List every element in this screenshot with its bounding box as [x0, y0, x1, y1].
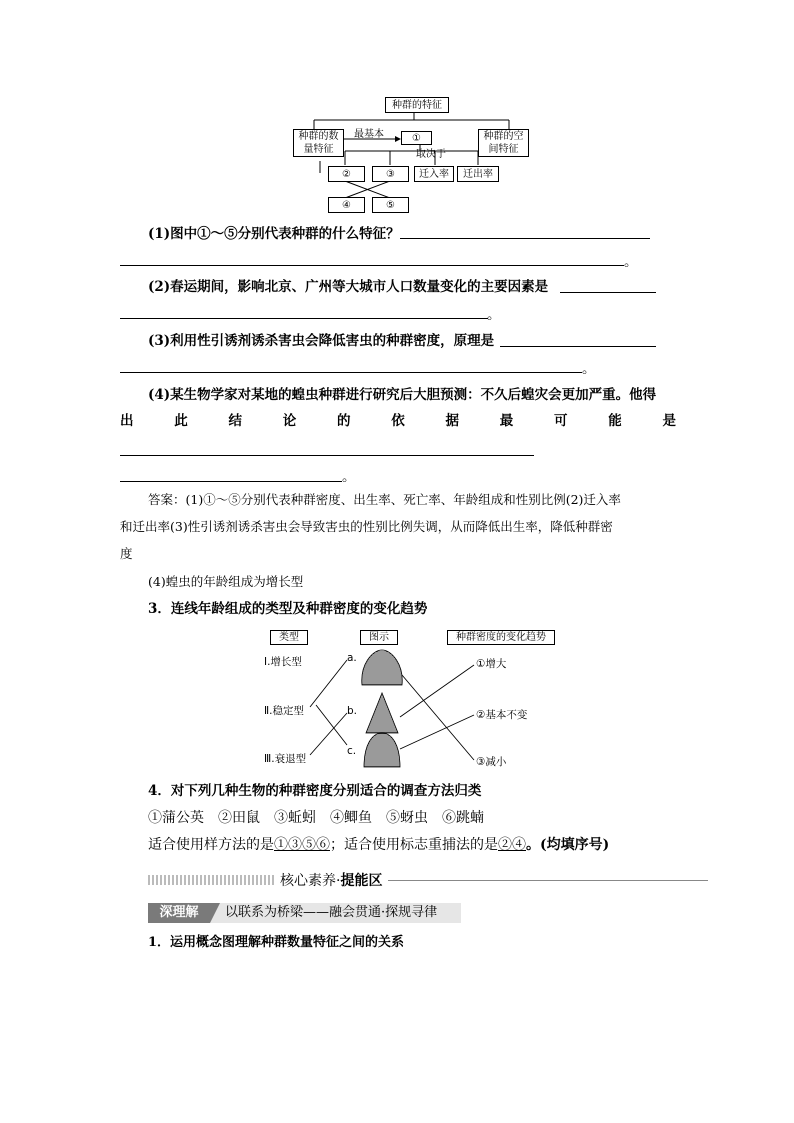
header-type: 类型 — [270, 630, 308, 645]
type-stable: Ⅱ.稳定型 — [264, 705, 305, 717]
section-1-title: 1．运用概念图理解种群数量特征之间的关系 — [148, 935, 405, 950]
answer-line-2: 和迁出率(3)性引诱剂诱杀害虫会导致害虫的性别比例失调，从而降低出生率，降低种群密 — [120, 519, 613, 534]
node-population-features: 种群的特征 — [385, 97, 449, 113]
banner-title — [280, 871, 382, 891]
period: 。 — [487, 307, 501, 323]
char: 能 — [608, 413, 622, 429]
answer-quadrat: ①③⑤⑥ — [274, 837, 330, 853]
node-quantity-features: 种群的数量特征 — [293, 129, 344, 157]
fig-label-b: b. — [347, 705, 358, 717]
char: 出 — [120, 413, 134, 429]
trend-decrease: ③减小 — [476, 756, 507, 768]
answer-blank — [120, 372, 582, 373]
char: 可 — [554, 413, 568, 429]
question-2: (2)春运期间，影响北京、广州等大城市人口数量变化的主要因素是 — [148, 279, 549, 295]
node-4: ④ — [328, 197, 365, 213]
period: 。 — [342, 469, 356, 485]
char: 是 — [662, 413, 676, 429]
answer-blank — [120, 455, 534, 456]
answer-blank — [400, 238, 650, 239]
node-5: ⑤ — [372, 197, 409, 213]
banner-title-text: 核心素养· — [280, 873, 341, 889]
edge-label-basic: 最基本 — [354, 129, 384, 140]
answer-line-3: 度 — [120, 546, 133, 561]
answer-blank — [500, 346, 656, 347]
node-spatial-features: 种群的空间特征 — [478, 129, 529, 157]
char: 结 — [228, 413, 242, 429]
answer-mark-recapture: ②④ — [498, 837, 526, 853]
char: 最 — [499, 413, 514, 429]
question-3: (3)利用性引诱剂诱杀害虫会降低害虫的种群密度，原理是 — [148, 333, 495, 349]
fig-label-a: a. — [347, 652, 357, 664]
organism-list: ①蒲公英 ②田鼠 ③蚯蚓 ④鲫鱼 ⑤蚜虫 ⑥跳蝻 — [148, 810, 484, 826]
subheader-tag: 深理解 — [148, 903, 210, 923]
banner-title-bold: 提能区 — [340, 873, 383, 889]
node-immigration: 迁入率 — [414, 166, 454, 182]
answer-text: 适合使用样方法的是 — [148, 837, 274, 853]
char: 此 — [174, 413, 188, 429]
type-decline: Ⅲ.衰退型 — [264, 753, 307, 765]
trend-increase: ①增大 — [476, 658, 507, 670]
matching-diagram-graphics — [300, 645, 500, 775]
answer-blank — [120, 265, 624, 266]
banner-rule — [388, 880, 708, 881]
answer-blank — [120, 481, 342, 482]
answer-blank — [120, 318, 488, 319]
fig-label-c: c. — [347, 745, 357, 757]
char: 依 — [391, 413, 405, 429]
node-3: ③ — [372, 166, 409, 182]
answer-line-4: (4)蝗虫的年龄组成为增长型 — [148, 574, 304, 589]
node-emigration: 迁出率 — [457, 166, 499, 182]
answer-text: ；适合使用标志重捕法的是 — [330, 837, 498, 853]
answer-text: 。(均填序号) — [526, 837, 610, 853]
period: 。 — [582, 361, 596, 377]
char: 的 — [337, 413, 351, 429]
section-3-title: 3．连线年龄组成的类型及种群密度的变化趋势 — [148, 601, 428, 617]
edge-label-depends: 取决于 — [416, 149, 446, 160]
banner-dots — [148, 875, 274, 885]
char: 论 — [282, 413, 297, 429]
question-4-line2 — [120, 411, 676, 431]
question-1: (1)图中①～⑤分别代表种群的什么特征？ — [148, 226, 400, 242]
answer-line-1: 答案：(1)①～⑤分别代表种群密度、出生率、死亡率、年龄组成和性别比例(2)迁入率 — [148, 492, 621, 507]
answer-blank — [560, 292, 656, 293]
section-4-title: 4．对下列几种生物的种群密度分别适合的调查方法归类 — [148, 783, 482, 799]
subheader-text: 以联系为桥梁——融会贯通·探规寻律 — [225, 905, 438, 920]
question-4: (4)某生物学家对某地的蝗虫种群进行研究后大胆预测：不久后蝗灾会更加严重。他得 — [148, 387, 657, 403]
char: 据 — [445, 413, 459, 429]
subheader-tag-slant — [210, 903, 220, 923]
type-growth: Ⅰ.增长型 — [264, 656, 302, 668]
trend-stable: ②基本不变 — [476, 709, 528, 721]
section-4-answer — [148, 835, 609, 855]
node-1: ① — [401, 131, 432, 145]
period: 。 — [624, 254, 638, 270]
node-2: ② — [328, 166, 365, 182]
header-figure: 图示 — [360, 630, 398, 645]
header-trend: 种群密度的变化趋势 — [447, 630, 555, 645]
